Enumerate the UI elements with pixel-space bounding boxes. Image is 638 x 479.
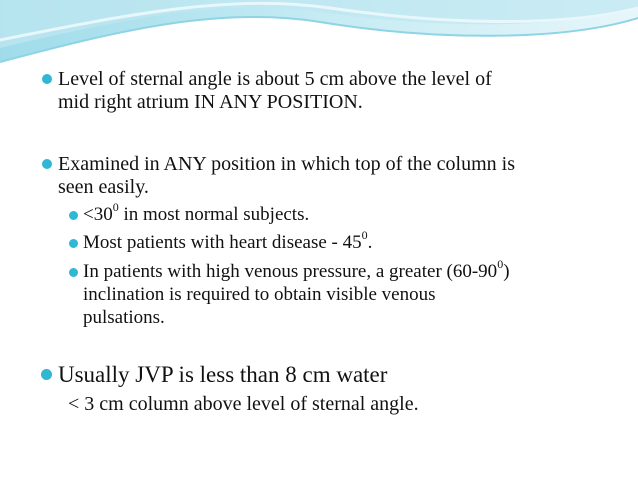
sub-bullet-3-line-3: pulsations. (83, 307, 165, 328)
bullet-3-line-2: < 3 cm column above level of sternal angle. (68, 393, 419, 415)
sub-bullet-1-text-end: in most normal subjects. (118, 204, 310, 225)
sub-bullet-2 (83, 227, 373, 254)
sub-bullet-1-text: <30 (83, 204, 113, 225)
bullet-1-line-1: Level of sternal angle is about 5 cm above the level of (58, 68, 492, 90)
sub-bullet-3-line-2: inclination is required to obtain visible venous (83, 284, 436, 305)
sub-bullet-3-line-1 (83, 256, 510, 283)
bullet-1-line-2: mid right atrium IN ANY POSITION. (58, 91, 363, 113)
sub-bullet-icon (69, 211, 78, 220)
sub-bullet-3-text: In patients with high venous pressure, a greater (60-90 (83, 261, 498, 282)
bullet-icon (41, 369, 52, 380)
sub-bullet-2-text: Most patients with heart disease - 45 (83, 232, 362, 253)
degree-superscript: 0 (361, 227, 368, 242)
sub-bullet-icon (69, 268, 78, 277)
degree-superscript: 0 (112, 199, 119, 214)
sub-bullet-3-text-end: ) (503, 261, 510, 282)
bullet-3-line-1: Usually JVP is less than 8 cm water (58, 362, 388, 387)
bullet-icon (42, 74, 52, 84)
bullet-icon (42, 159, 52, 169)
degree-superscript: 0 (497, 256, 504, 271)
sub-bullet-1 (83, 199, 310, 226)
bullet-2-line-2: seen easily. (58, 176, 149, 198)
bullet-2-line-1: Examined in ANY position in which top of the column is (58, 153, 515, 175)
sub-bullet-icon (69, 239, 78, 248)
sub-bullet-2-text-end: . (367, 232, 373, 253)
